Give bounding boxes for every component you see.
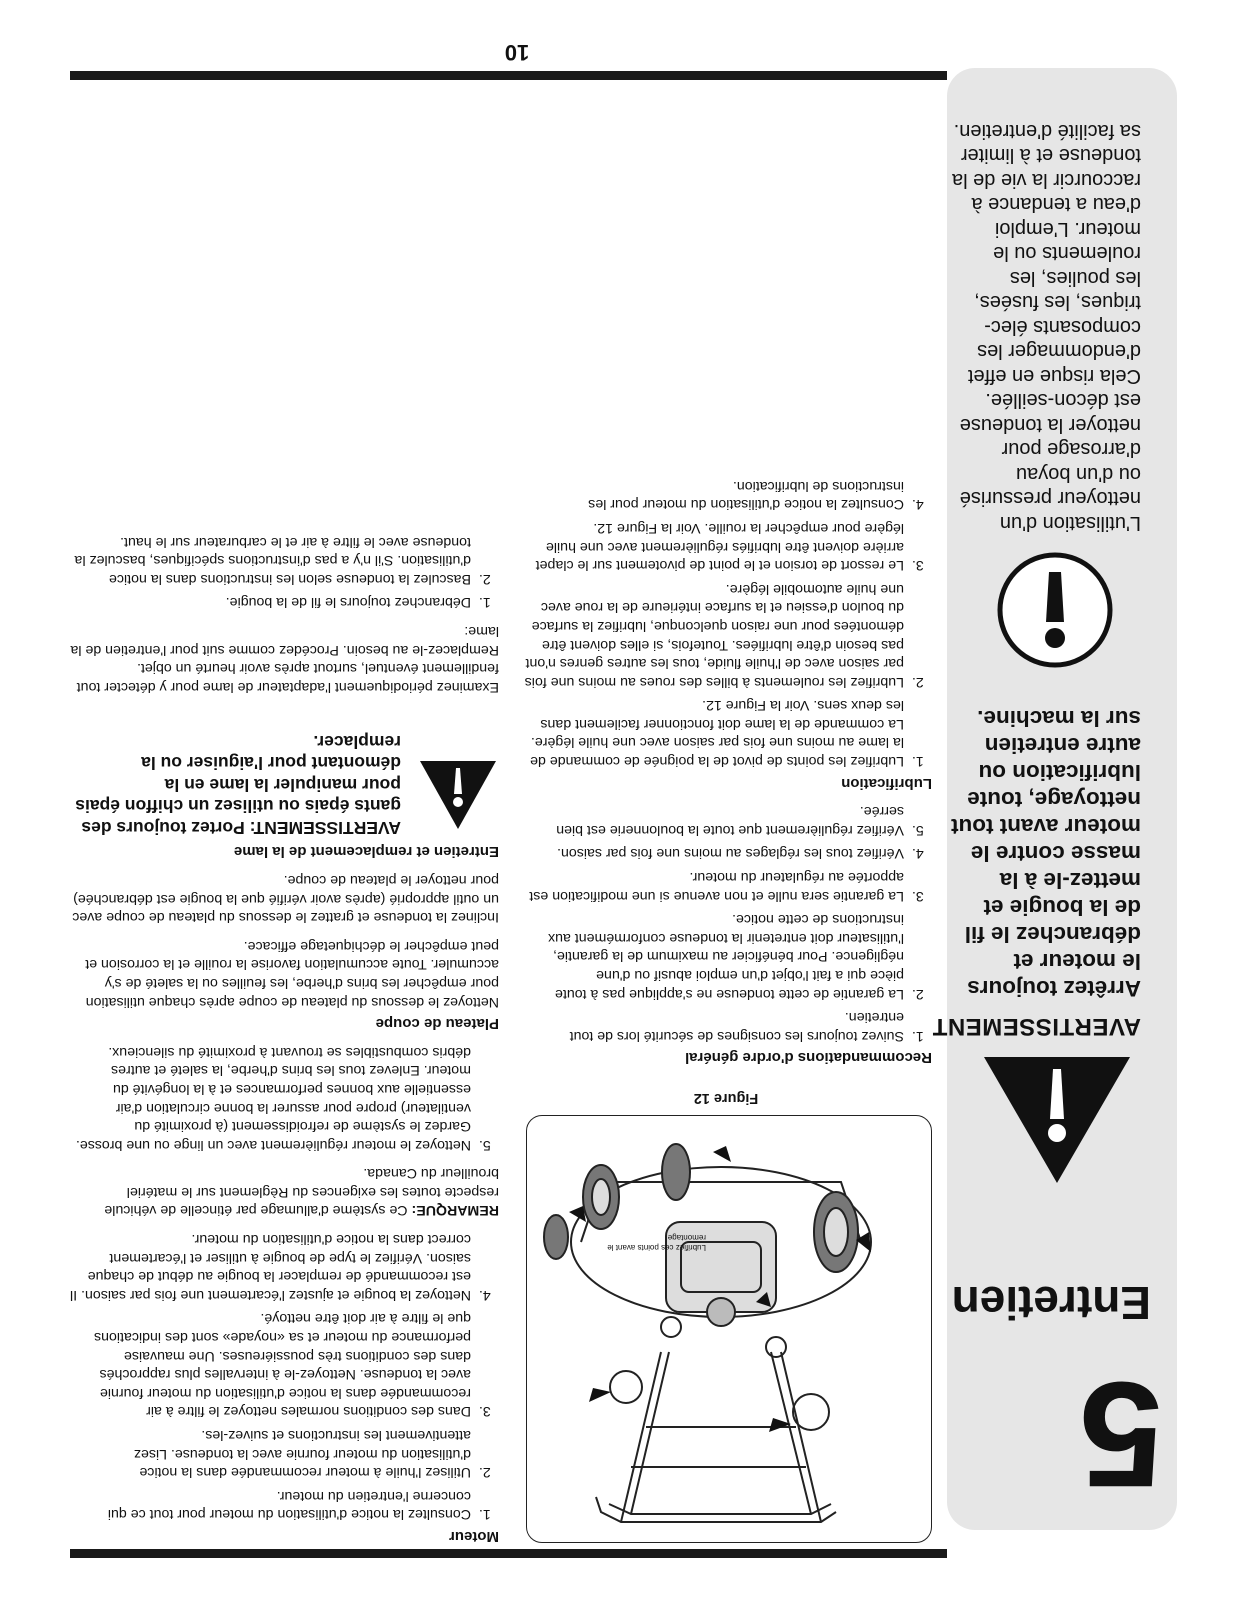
info-icon — [995, 550, 1115, 670]
list-item: 2. Lubrifiez les roulements à billes des roues au moins une fois par saison avec de l'huile fluide, tous les autres genres n'ont pas besoin d'être lubrifiées. Toutefois, si elles doivent être démontées pour une raison quelconque, lubrifiez la surface du boulon d'essieu et la surface intérieure de la roue avec une huile automobile légère. — [520, 579, 908, 691]
engine-list-continued — [69, 1042, 499, 1154]
chapter-title: Entretien — [951, 1277, 1151, 1329]
bottom-rule — [70, 71, 947, 80]
warning-triangle-icon — [419, 760, 497, 830]
list-item: 3. La garantie sera nulle et non avenue si une modification est apportée au régulateur du moteur. — [520, 867, 908, 904]
info-text: L'utilisation d'un nettoyeur pressurisé ou d'un boyau d'arrosage pour nettoyer la tondeuse est décon-seillée. Cela risque en effet d'endommager les composants élec-triques, les fusées, les poulies, les roulements ou le moteur. L'emploi d'eau a tendance à raccourcir la vie de la tondeuse et à limiter sa facilité d'entretien. — [952, 120, 1141, 534]
lubrication-list — [520, 476, 932, 770]
blade-list — [69, 532, 499, 611]
list-item: 2. Utilisez l'huile à moteur recommandée dans la notice d'utilisation du moteur fournie avec la tondeuse. Lisez attentivement les instructions et suivez-les. — [69, 1425, 475, 1481]
deck-heading: Plateau de coupe — [375, 1015, 499, 1033]
note-label: REMARQUE: — [411, 1202, 499, 1219]
engine-list — [69, 1230, 499, 1524]
engine-heading: Moteur — [449, 1528, 499, 1545]
right-column — [69, 522, 499, 1545]
list-item: 2. Basculez la tondeuse selon les instructions dans la notice d'utilisation. S'il n'y a pas d'instructions spécifiques, basculez la tondeuse avec le filtre à air et le carburateur sur le haut. — [69, 532, 475, 588]
chapter-sidebar — [932, 68, 1177, 1530]
list-item: 4. Consultez la notice d'utilisation du moteur pour les instructions de lubrification. — [520, 476, 908, 513]
lubrication-heading: Lubrification — [841, 774, 932, 792]
wheel-front-left — [814, 1192, 858, 1272]
list-item: 3. Dans des conditions normales nettoyez le filtre à air recommandée dans la notice d'utilisation du moteur fournie avec la tondeuse. Nettoyez-le à intervalles plus rapprochés dans des conditions très poussiéreuses. Une mauvaise performance du moteur et sa «noyade» sont des indications que le filtre à air doit être nettoyé. — [69, 1309, 475, 1421]
list-item: 1. Lubrifiez les points de pivot de la poignée de commande de la lame au moins une fois par saison avec une huile légère. La commande de la lame doit fonctionner facilement dans les deux sens. Voir la Figure 12. — [520, 696, 908, 770]
list-item: 4. Vérifiez tous les réglages au moins une fois par saison. — [520, 844, 908, 863]
list-item: 4. Nettoyez la bougie et ajustez l'écartement une fois par saison. Il est recommandé de remplacer la bougie au début de chaque saison. Vérifiez le type de bougie à utiliser et l'écartement correct dans la notice d'utilisation du moteur. — [69, 1230, 475, 1304]
warning-triangle-icon — [982, 1055, 1132, 1185]
list-item: 1. Débranchez toujours le fil de la bougie. — [69, 593, 475, 612]
lawnmower-diagram — [527, 1116, 931, 1542]
blade-paragraph: Examinez périodiquement l'adaptateur de lame pour y détecter tout fendillement éventuel, surtout après avoir heurté un objet. Remplacez-le au besoin. Procédez comme suit pour l'entretien de la lame: — [70, 623, 499, 695]
list-item: 1. Consultez la notice d'utilisation du moteur pour tout ce qui concerne l'entretien du moteur. — [69, 1486, 475, 1523]
blade-warning — [69, 706, 499, 838]
top-rule — [70, 1549, 947, 1558]
general-heading: Recommandations d'ordre général — [685, 1049, 932, 1067]
general-list — [520, 802, 932, 1045]
deck-paragraph: Inclinez la tondeuse et grattez le dessous du plateau de coupe avec un outil approprié (après avoir vérifié que la bougie est débranchée) pour nettoyer le plateau de coupe. — [72, 872, 499, 926]
page-number: 10 — [504, 40, 530, 65]
note-text: Ce système d'allumage par étincelle de véhicule respecte toutes les exigences du Règlement sur le matériel brouilleur du Canada. — [104, 1165, 499, 1219]
list-item: 5. Nettoyez le moteur régulièrement avec un linge ou une brosse. Gardez le système de refroidissement (à proximité du ventilateur) propre pour assurer la bonne circulation d'air essentielle aux bonnes performances et à la longévité du moteur. Enlevez tous les brins d'herbe, la saleté et autres débris combustibles se trouvant à proximité du silencieux. — [69, 1042, 475, 1154]
list-item: 1. Suivez toujours les consignes de sécurité lors de tout entretien. — [520, 1008, 908, 1045]
figure-12-illustration — [526, 1115, 932, 1543]
deck-paragraph: Nettoyez le dessous du plateau de coupe après chaque utilisation pour empêcher les brins d'herbe, les feuilles ou la saleté de s'y accumuler. Toute accumulation favorise la rouille et la corrosion et peut empêcher le déchiquetage efficace. — [85, 937, 499, 1010]
engine-note — [69, 1164, 499, 1220]
blade-warning-text: AVERTISSEMENT: Portez toujours des gants épais ou utilisez un chiffon épais pour manipuler la lame en la démontant pour l'aiguiser ou la remplacer. — [75, 731, 401, 838]
middle-column — [520, 466, 932, 1545]
figure-caption: Figure 12 — [693, 1090, 759, 1106]
figure-inner-caption: Lubrifiez ces points avant le remontage — [607, 1233, 706, 1252]
chapter-number: 5 — [1079, 1351, 1163, 1519]
list-item: 3. Le ressort de torsion et le point de pivotement sur le clapet arrière doivent être lubrifiés régulièrement avec une huile légère pour empêcher la rouille. Voir la Figure 12. — [520, 518, 908, 574]
list-item: 5. Vérifiez régulièrement que toute la boulonnerie est bien serrée. — [520, 802, 908, 839]
warning-heading: AVERTISSEMENT — [932, 1013, 1141, 1040]
blade-heading: Entretien et remplacement de la lame — [233, 843, 499, 861]
warning-text: Arrêtez toujours le moteur et débranchez le fil de la bougie et mettez-le à la masse contre le moteur avant tout nettoyage, toute lubrification ou autre entretien sur la machine. — [950, 706, 1141, 1001]
list-item: 2. La garantie de cette tondeuse ne s'applique pas à toute pièce qui a fait l'objet d'un emploi abusif ou d'une négligence. Pour bénéficier au maximum de la garantie, l'utilisateur doit entretenir la tondeuse conformément aux instructions de cette notice. — [520, 910, 908, 1003]
